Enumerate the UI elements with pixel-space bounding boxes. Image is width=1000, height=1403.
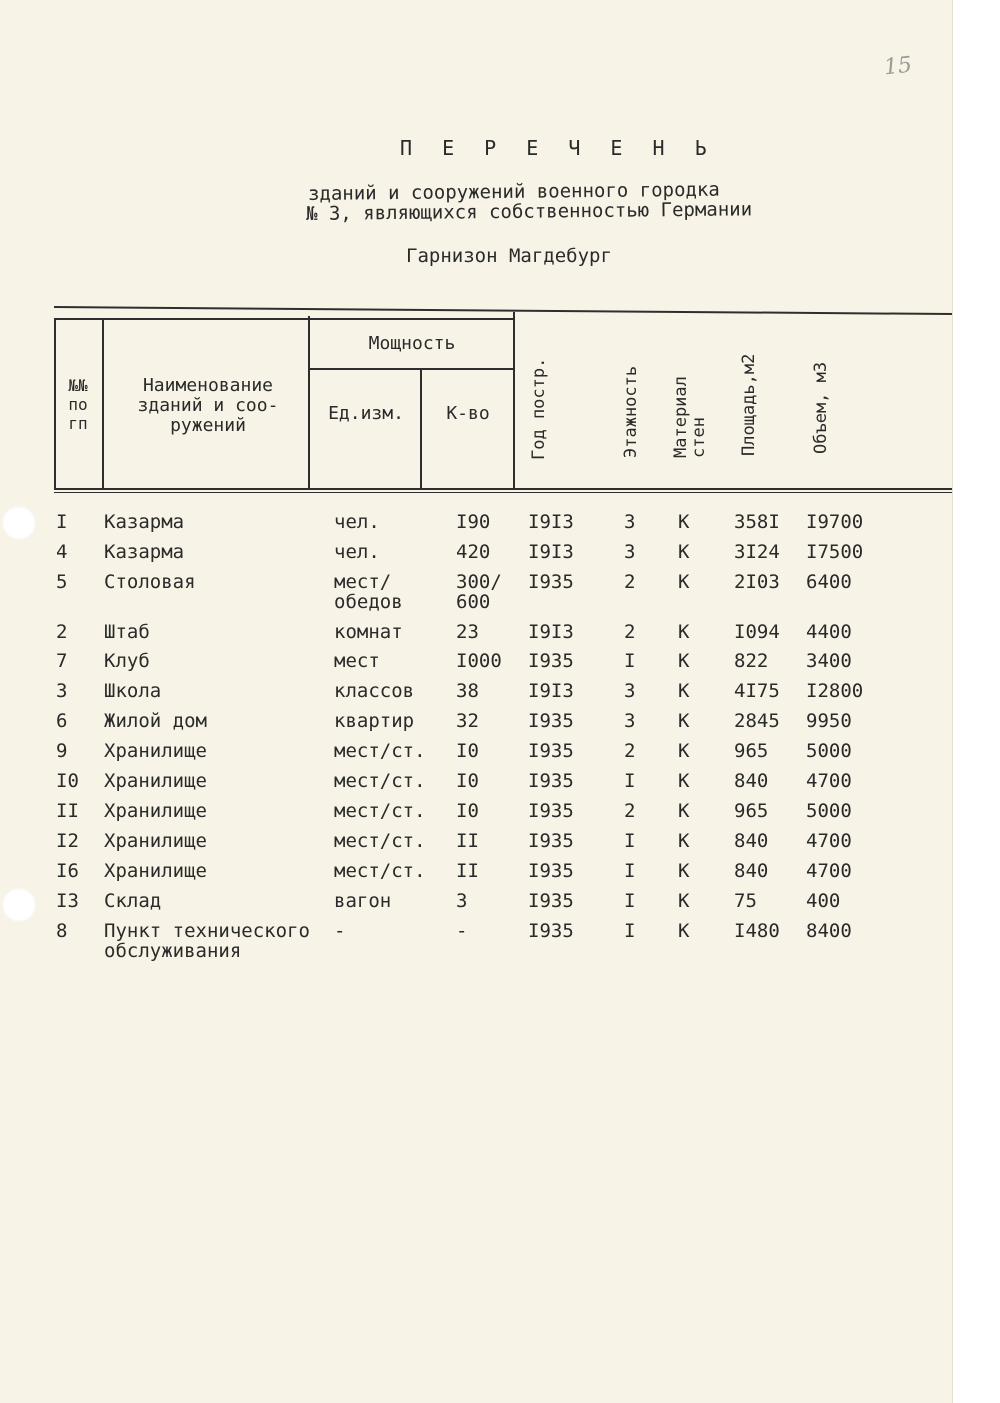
cell-volume: 5000 xyxy=(806,740,852,762)
cell-floors: I xyxy=(624,830,636,852)
cell-area: 75 xyxy=(734,890,757,912)
cell-unit: мест/ст. xyxy=(334,830,426,852)
cell-qty: I90 xyxy=(456,511,491,533)
garrison-heading: Гарнизон Магдебург xyxy=(406,245,612,267)
cell-material: К xyxy=(678,860,690,882)
cell-unit: классов xyxy=(334,680,415,702)
cell-floors: 2 xyxy=(624,740,636,762)
cell-name: Казарма xyxy=(104,541,185,563)
cell-volume: 9950 xyxy=(806,710,852,732)
cell-qty: 300/ 600 xyxy=(456,571,502,613)
cell-volume: 6400 xyxy=(806,571,852,593)
table-row xyxy=(0,831,952,861)
header-year: Год постр. xyxy=(529,357,549,460)
cell-year: I935 xyxy=(528,800,574,822)
cell-qty: 420 xyxy=(456,541,491,563)
cell-volume: 3400 xyxy=(806,650,852,672)
cell-volume: 400 xyxy=(806,890,841,912)
cell-material: К xyxy=(678,920,690,942)
cell-area: I480 xyxy=(734,920,780,942)
cell-material: К xyxy=(678,650,690,672)
cell-qty: I0 xyxy=(456,740,479,762)
subtitle-line-2: № 3, являющихся собственностью Германии xyxy=(305,198,753,225)
cell-name: Казарма xyxy=(104,511,185,533)
cell-qty: 3 xyxy=(456,890,468,912)
cell-no: 7 xyxy=(56,650,68,672)
cell-volume: 8400 xyxy=(806,920,852,942)
cell-material: К xyxy=(678,710,690,732)
header-no: №№ по гп xyxy=(68,376,88,433)
cell-year: I935 xyxy=(528,650,574,672)
cell-area: 840 xyxy=(734,860,769,882)
cell-unit: мест/ст. xyxy=(334,800,426,822)
cell-material: К xyxy=(678,511,690,533)
cell-area: 822 xyxy=(734,650,769,672)
cell-volume: 4700 xyxy=(806,770,852,792)
cell-unit: чел. xyxy=(334,511,380,533)
cell-no: 2 xyxy=(56,621,68,643)
cell-year: I935 xyxy=(528,740,574,762)
cell-area: 965 xyxy=(734,800,769,822)
document-title: П Е Р Е Ч Е Н Ь xyxy=(400,136,716,160)
header-unit: Ед.изм. xyxy=(328,403,404,424)
cell-volume: 4700 xyxy=(806,830,852,852)
cell-floors: I xyxy=(624,860,636,882)
cell-volume: 4400 xyxy=(806,621,852,643)
cell-unit: квартир xyxy=(334,710,415,732)
header-volume: Объем, м3 xyxy=(811,361,831,454)
cell-qty: 32 xyxy=(456,710,479,732)
cell-year: I9I3 xyxy=(528,680,574,702)
cell-unit: комнат xyxy=(334,621,403,643)
cell-material: К xyxy=(678,740,690,762)
table-row xyxy=(0,512,952,542)
cell-floors: 2 xyxy=(624,800,636,822)
table-row xyxy=(0,741,952,771)
cell-year: I9I3 xyxy=(528,541,574,563)
cell-qty: I000 xyxy=(456,650,502,672)
cell-no: I0 xyxy=(56,770,79,792)
header-capacity: Мощность xyxy=(368,333,456,354)
table-row xyxy=(0,861,952,891)
cell-name: Штаб xyxy=(104,621,150,643)
table-row xyxy=(0,622,952,652)
table-row xyxy=(0,711,952,741)
cell-area: 840 xyxy=(734,770,769,792)
cell-area: 3I24 xyxy=(734,541,780,563)
cell-material: К xyxy=(678,621,690,643)
cell-area: 358I xyxy=(734,511,780,533)
cell-unit: мест/ст. xyxy=(334,770,426,792)
cell-no: I2 xyxy=(56,830,79,852)
cell-unit: мест/ст. xyxy=(334,860,426,882)
cell-no: II xyxy=(56,800,79,822)
col-divider xyxy=(513,312,515,490)
cell-unit: чел. xyxy=(334,541,380,563)
cell-area: I094 xyxy=(734,621,780,643)
table-row xyxy=(0,571,952,613)
header-qty: К-во xyxy=(446,403,490,424)
header-floors: Этажность xyxy=(621,365,641,458)
cell-no: 6 xyxy=(56,710,68,732)
col-divider xyxy=(308,316,310,490)
cell-floors: I xyxy=(624,920,636,942)
cell-year: I935 xyxy=(528,890,574,912)
page-number: 15 xyxy=(882,52,914,81)
header-name: Наименование зданий и соо- ружений xyxy=(137,375,279,436)
cell-name: Жилой дом xyxy=(104,710,207,732)
cell-name: Хранилище xyxy=(104,770,207,792)
cell-volume: 4700 xyxy=(806,860,852,882)
cell-floors: I xyxy=(624,770,636,792)
cell-qty: II xyxy=(456,860,479,882)
cell-unit: - xyxy=(334,920,346,942)
capacity-divider-rule xyxy=(310,368,514,370)
cell-no: I xyxy=(56,511,68,533)
cell-floors: 2 xyxy=(624,571,636,593)
header-area: Площадь,м2 xyxy=(739,353,759,456)
cell-material: К xyxy=(678,770,690,792)
subtitle-line-1: зданий и сооружений военного городка xyxy=(307,178,720,205)
cell-unit: мест/ обедов xyxy=(334,571,403,613)
cell-area: 965 xyxy=(734,740,769,762)
cell-no: I6 xyxy=(56,860,79,882)
cell-year: I935 xyxy=(528,830,574,852)
cell-qty: 23 xyxy=(456,621,479,643)
cell-material: К xyxy=(678,890,690,912)
cell-material: К xyxy=(678,571,690,593)
cell-area: 840 xyxy=(734,830,769,852)
cell-floors: 3 xyxy=(624,710,636,732)
cell-name: Хранилище xyxy=(104,740,207,762)
cell-material: К xyxy=(678,800,690,822)
cell-floors: I xyxy=(624,890,636,912)
cell-name: Склад xyxy=(104,890,162,912)
cell-name: Столовая xyxy=(104,571,196,593)
table-row xyxy=(0,891,952,921)
cell-area: 2845 xyxy=(734,710,780,732)
table-row xyxy=(0,651,952,681)
cell-qty: I0 xyxy=(456,800,479,822)
cell-volume: I2800 xyxy=(806,680,864,702)
cell-area: 2I03 xyxy=(734,571,780,593)
cell-qty: II xyxy=(456,830,479,852)
cell-year: I935 xyxy=(528,571,574,593)
cell-year: I9I3 xyxy=(528,511,574,533)
cell-name: Хранилище xyxy=(104,800,207,822)
cell-name: Хранилище xyxy=(104,860,207,882)
header-material: Материал стен xyxy=(671,376,709,458)
cell-year: I9I3 xyxy=(528,621,574,643)
cell-year: I935 xyxy=(528,920,574,942)
cell-no: 8 xyxy=(56,920,68,942)
cell-no: I3 xyxy=(56,890,79,912)
table-row xyxy=(0,681,952,711)
cell-floors: 3 xyxy=(624,511,636,533)
cell-no: 5 xyxy=(56,571,68,593)
cell-no: 9 xyxy=(56,740,68,762)
table-row xyxy=(0,801,952,831)
cell-no: 3 xyxy=(56,680,68,702)
cell-area: 4I75 xyxy=(734,680,780,702)
cell-year: I935 xyxy=(528,770,574,792)
table-row xyxy=(0,542,952,572)
cell-volume: 5000 xyxy=(806,800,852,822)
cell-qty: I0 xyxy=(456,770,479,792)
cell-year: I935 xyxy=(528,710,574,732)
cell-material: К xyxy=(678,541,690,563)
cell-material: К xyxy=(678,680,690,702)
header-inner-rule xyxy=(54,318,514,320)
cell-floors: I xyxy=(624,650,636,672)
header-bottom-rule xyxy=(54,488,952,490)
cell-unit: вагон xyxy=(334,890,392,912)
cell-no: 4 xyxy=(56,541,68,563)
col-divider xyxy=(420,368,422,490)
header-top-rule xyxy=(54,306,952,315)
cell-name: Школа xyxy=(104,680,162,702)
cell-year: I935 xyxy=(528,860,574,882)
cell-material: К xyxy=(678,830,690,852)
cell-volume: I9700 xyxy=(806,511,864,533)
cell-qty: 38 xyxy=(456,680,479,702)
cell-unit: мест/ст. xyxy=(334,740,426,762)
cell-floors: 2 xyxy=(624,621,636,643)
cell-unit: мест xyxy=(334,650,380,672)
cell-name: Пункт технического обслуживания xyxy=(104,920,310,962)
cell-floors: 3 xyxy=(624,680,636,702)
cell-floors: 3 xyxy=(624,541,636,563)
table-row xyxy=(0,771,952,801)
cell-name: Клуб xyxy=(104,650,150,672)
header-bottom-rule-2 xyxy=(54,492,952,493)
cell-volume: I7500 xyxy=(806,541,864,563)
cell-name: Хранилище xyxy=(104,830,207,852)
table-row xyxy=(0,920,952,962)
cell-qty: - xyxy=(456,920,468,942)
